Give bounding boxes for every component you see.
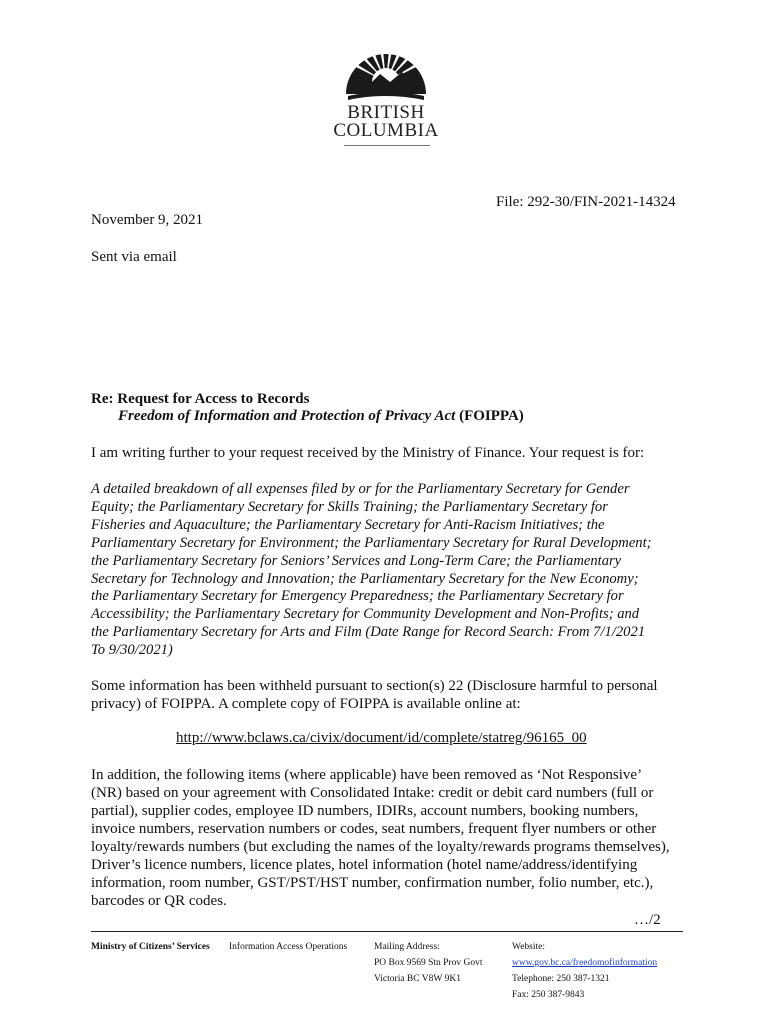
removed-line: barcodes or QR codes. [91, 893, 227, 909]
not-responsive-paragraph [91, 766, 691, 910]
foippa-link[interactable]: http://www.bclaws.ca/civix/document/id/complete/statreg/96165_00 [176, 730, 587, 746]
request-line: Parliamentary Secretary for Environment; the Parliamentary Secretary for Rural Development; [91, 534, 652, 551]
request-line: Fisheries and Aquaculture; the Parliamentary Secretary for Anti-Racism Initiatives; the [91, 516, 605, 533]
logo-divider [344, 145, 430, 146]
subject-line: Re: Request for Access to Records [91, 391, 310, 407]
footer-contact [512, 939, 657, 1003]
footer-mailing-address [374, 939, 482, 987]
request-line: the Parliamentary Secretary for Emergency Preparedness; the Parliamentary Secretary for [91, 588, 624, 605]
removed-line: (NR) based on your agreement with Consolidated Intake: credit or debit card numbers (full or [91, 785, 654, 801]
withheld-paragraph [91, 677, 691, 713]
removed-line: partial), supplier codes, employee ID numbers, IDIRs, account numbers, booking numbers, [91, 803, 639, 819]
website-link[interactable]: www.gov.bc.ca/freedomofinformation [512, 958, 658, 968]
withheld-line: privacy) of FOIPPA. A complete copy of FOIPPA is available online at: [91, 696, 521, 712]
mailing-line: PO Box 9569 Stn Prov Govt [374, 958, 483, 968]
footer-divider [91, 931, 683, 932]
footer-ministry: Ministry of Citizens’ Services [91, 942, 210, 952]
bc-logo [330, 44, 442, 154]
letter-date: November 9, 2021 [91, 212, 204, 228]
delivery-method: Sent via email [91, 249, 177, 265]
request-line: the Parliamentary Secretary for Seniors’ Services and Long-Term Care; the Parliamentary [91, 552, 622, 569]
removed-line: information, room number, GST/PST/HST number, confirmation number, folio number, etc.), [91, 875, 654, 891]
telephone: Telephone: 250 387-1321 [512, 974, 610, 984]
logo-text-british: BRITISH [347, 102, 425, 123]
fax: Fax: 250 387-9843 [512, 990, 585, 1000]
removed-line: In addition, the following items (where applicable) have been removed as ‘Not Responsive’ [91, 767, 643, 783]
request-line: the Parliamentary Secretary for Arts and Film (Date Range for Record Search: From 7/1/2021 [91, 624, 646, 641]
removed-line: loyalty/rewards numbers (but excluding the names of the loyalty/rewards programs themselves), [91, 839, 670, 855]
logo-text-columbia: COLUMBIA [333, 120, 439, 141]
removed-line: invoice numbers, reservation numbers or codes, seat numbers, frequent flyer numbers or other [91, 821, 657, 837]
withheld-line: Some information has been withheld pursuant to section(s) 22 (Disclosure harmful to personal [91, 678, 658, 694]
bc-sun-mountain-emblem [330, 44, 442, 104]
page-continuation: …/2 [634, 912, 661, 928]
request-line: To 9/30/2021) [91, 642, 173, 659]
request-line: Equity; the Parliamentary Secretary for Skills Training; the Parliamentary Secretary for [91, 498, 608, 515]
mailing-label: Mailing Address: [374, 942, 440, 952]
intro-paragraph: I am writing further to your request received by the Ministry of Finance. Your request is for: [91, 445, 645, 461]
request-line: Secretary for Technology and Innovation; the Parliamentary Secretary for the New Economy; [91, 570, 639, 587]
request-text [91, 481, 691, 660]
file-number: File: 292-30/FIN-2021-14324 [496, 194, 676, 210]
request-line: Accessibility; the Parliamentary Secretary for Community Development and Non-Profits; and [91, 606, 640, 623]
act-name: Freedom of Information and Protection of Privacy Act [118, 408, 456, 424]
request-line: A detailed breakdown of all expenses filed by or for the Parliamentary Secretary for Gender [91, 481, 630, 497]
subject-act [118, 408, 524, 425]
footer-operations: Information Access Operations [229, 942, 348, 952]
act-abbreviation: (FOIPPA) [459, 408, 524, 424]
website-label: Website: [512, 942, 546, 952]
removed-line: Driver’s licence numbers, licence plates, hotel information (hotel name/address/identifying [91, 857, 638, 873]
mailing-line: Victoria BC V8W 9K1 [374, 974, 461, 984]
